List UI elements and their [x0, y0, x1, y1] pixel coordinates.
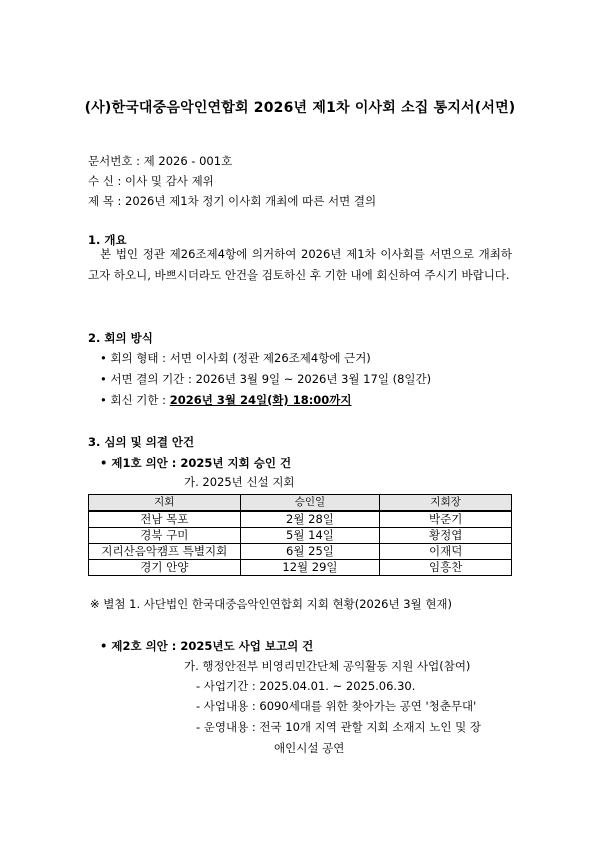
- section3-heading: 3. 심의 및 의결 안건: [88, 435, 195, 449]
- cell-head: 임흥찬: [380, 560, 512, 576]
- cell-date: 6월 25일: [240, 544, 380, 560]
- cell-date: 12월 29일: [240, 560, 380, 576]
- agenda2-subtitle: 가. 행정안전부 비영리민간단체 공익활동 지원 사업(참여): [184, 659, 471, 673]
- cell-head: 이재덕: [380, 544, 512, 560]
- reply-deadline-value: 2026년 3월 24일(화) 18:00까지: [169, 393, 352, 407]
- table-row: [89, 560, 512, 576]
- section1-heading: 1. 개요: [88, 233, 127, 247]
- table-row: [89, 528, 512, 544]
- section1-body: 본 법인 정관 제26조제4항에 의거하여 2026년 제1차 이사회를 서면으로 개최하고자 하오니, 바쁘시더라도 안건을 검토하신 후 기한 내에 회신하여 주시기 바랍니다.: [88, 247, 512, 282]
- agenda2-title: • 제2호 의안 : 2025년도 사업 보고의 건: [100, 639, 314, 653]
- cell-head: 황정엽: [380, 528, 512, 544]
- project-period: - 사업기간 : 2025.04.01. ~ 2025.06.30.: [196, 679, 416, 693]
- cell-branch: 경북 구미: [89, 528, 241, 544]
- cell-branch: 전남 목포: [89, 511, 241, 528]
- cell-date: 5월 14일: [240, 528, 380, 544]
- resolution-period: • 서면 결의 기간 : 2026년 3월 9일 ~ 2026년 3월 17일 (8일간): [100, 372, 432, 386]
- cell-head: 박준기: [380, 511, 512, 528]
- branch-table: [88, 494, 512, 576]
- header-branch: 지회: [89, 495, 241, 512]
- reply-deadline: [100, 392, 352, 408]
- attachment-note: ※ 별첨 1. 사단법인 한국대중음악인연합회 지회 현황(2026년 3월 현재): [90, 597, 453, 611]
- meeting-type: • 회의 형태 : 서면 이사회 (정관 제26조제4항에 근거): [100, 351, 371, 365]
- operation-content-cont: 애인시설 공연: [274, 741, 345, 755]
- cell-branch: 지리산음악캠프 특별지회: [89, 544, 241, 560]
- agenda1-title: • 제1호 의안 : 2025년 지회 승인 건: [100, 456, 292, 470]
- table-header-row: [89, 495, 512, 512]
- header-branch-head: 지회장: [380, 495, 512, 512]
- agenda1-subtitle: 가. 2025년 신설 지회: [184, 475, 295, 489]
- cell-branch: 경기 안양: [89, 560, 241, 576]
- doc-number: 문서번호 : 제 2026 - 001호: [88, 154, 233, 168]
- section2-heading: 2. 회의 방식: [88, 331, 153, 345]
- subject: 제 목 : 2026년 제1차 정기 이사회 개최에 따른 서면 결의: [88, 194, 377, 208]
- table-row: [89, 544, 512, 560]
- reply-deadline-label: • 회신 기한 :: [100, 393, 170, 407]
- project-content: - 사업내용 : 6090세대를 위한 찾아가는 공연 '청춘무대': [196, 699, 477, 713]
- table-row: [89, 511, 512, 528]
- operation-content: - 운영내용 : 전국 10개 지역 관할 지회 소재지 노인 및 장: [196, 720, 482, 734]
- cell-date: 2월 28일: [240, 511, 380, 528]
- recipient: 수 신 : 이사 및 감사 제위: [88, 174, 214, 188]
- header-approval-date: 승인일: [240, 495, 380, 512]
- document-title: (사)한국대중음악인연합회 2026년 제1차 이사회 소집 통지서(서면): [84, 100, 516, 116]
